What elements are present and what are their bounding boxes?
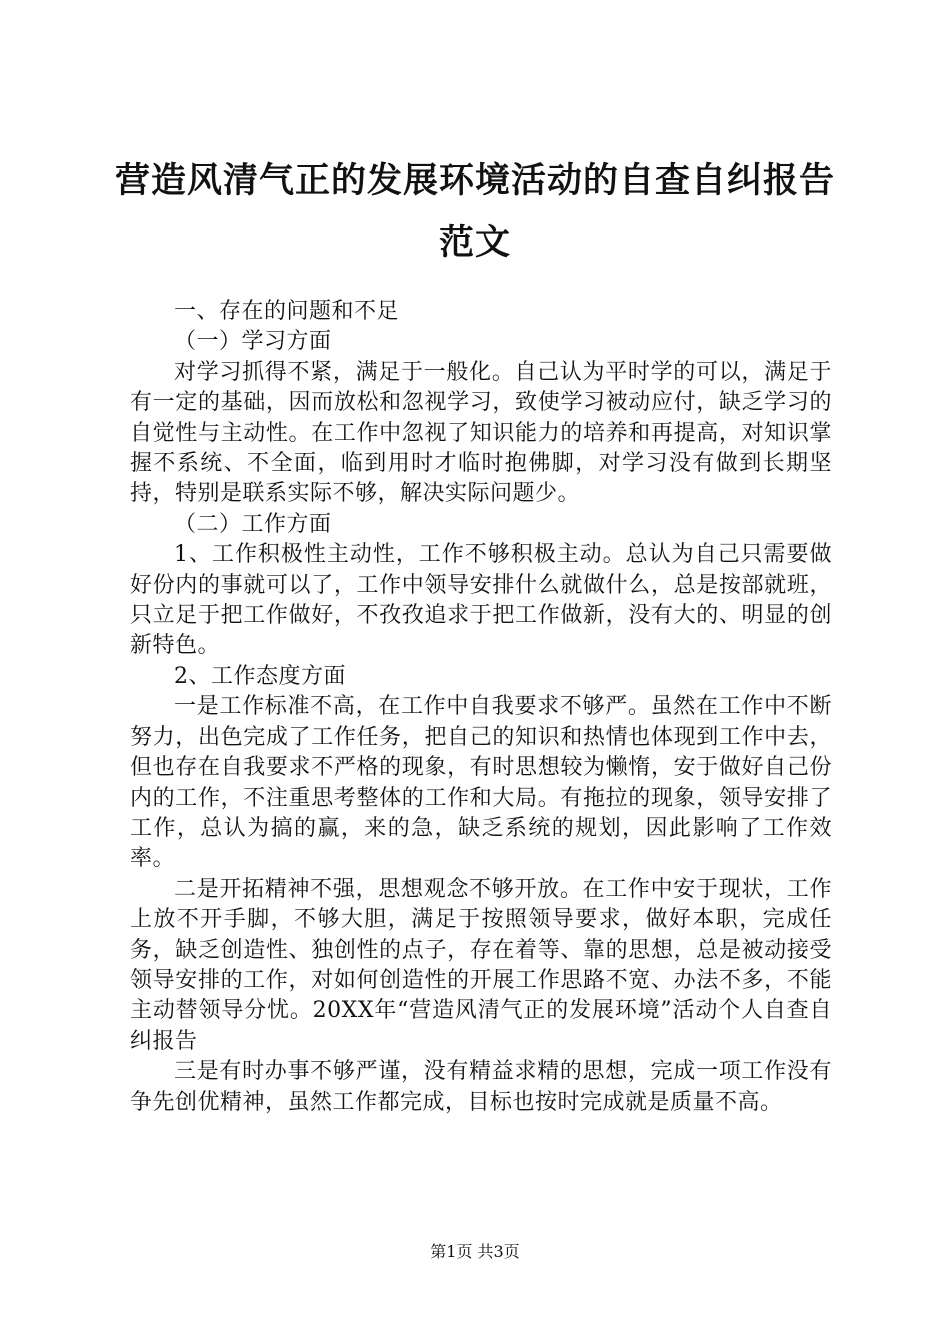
document-title-continued: 范文 (438, 223, 511, 263)
paragraph-work-initiative: 1、工作积极性主动性，工作不够积极主动。总认为自己只需要做好份内的事就可以了，工作中领导安排什么就做什么，总是按部就班，只立足于把工作做好，不孜孜追求于把工作做新，没有大的、明显的创新特色。 (130, 542, 832, 659)
page-number-footer: 第1页 共3页 (430, 1242, 520, 1261)
subsection-heading-work: （二）工作方面 (174, 511, 332, 537)
section-heading-problems: 一、存在的问题和不足 (174, 299, 400, 324)
document-title: 营造风清气正的发展环境活动的自查自纠报告 (114, 161, 835, 201)
paragraph-study: 对学习抓得不紧，满足于一般化。自己认为平时学的可以，满足于有一定的基础，因而放松和忽视学习，致使学习被动应付，缺乏学习的自觉性与主动性。在工作中忽视了知识能力的培养和再提高，对知识掌握不系统、不全面，临到用时才临时抱佛脚，对学习没有做到长期坚持，特别是联系实际不够，解决实际问题少。 (130, 359, 832, 507)
paragraph-attitude-3: 三是有时办事不够严谨，没有精益求精的思想，完成一项工作没有争先创优精神，虽然工作都完成，目标也按时完成就是质量不高。 (130, 1059, 832, 1115)
subsection-heading-study: （一）学习方面 (174, 329, 332, 355)
paragraph-attitude-2: 二是开拓精神不强，思想观念不够开放。在工作中安于现状，工作上放不开手脚，不够大胆，满足于按照领导要求，做好本职，完成任务，缺乏创造性、独创性的点子，存在着等、靠的思想，总是被动接受领导安排的工作，对如何创造性的开展工作思路不宽、办法不多，不能主动替领导分忧。20XX年“营造风清气正的发展环境”活动个人自查自纠报告 (130, 876, 832, 1054)
paragraph-attitude-1: 一是工作标准不高，在工作中自我要求不够严。虽然在工作中不断努力，出色完成了工作任务，把自己的知识和热情也体现到工作中去，但也存在自我要求不严格的现象，有时思想较为懒惰，安于做好自己份内的工作，不注重思考整体的工作和大局。有拖拉的现象，领导安排了工作，总认为搞的赢，来的急，缺乏系统的规划，因此影响了工作效率。 (130, 694, 832, 872)
document-body (130, 297, 832, 1118)
item-heading-work-attitude: 2、工作态度方面 (174, 663, 346, 689)
